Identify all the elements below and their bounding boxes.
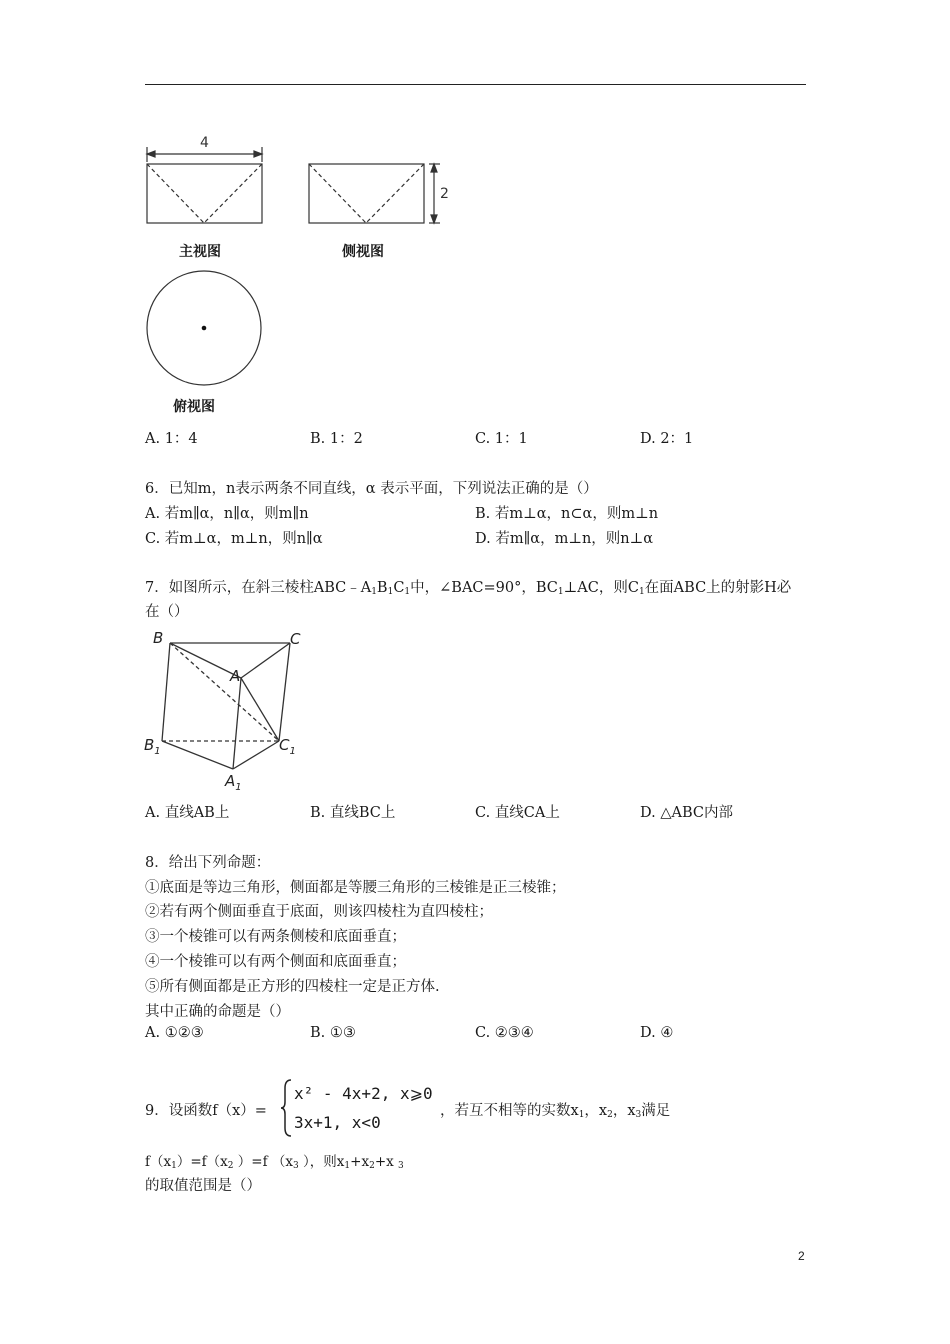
top-view-caption: 俯视图 bbox=[173, 399, 215, 415]
q8-option-d: D. ④ bbox=[640, 1025, 674, 1041]
q8-item-3: ③一个棱锥可以有两条侧棱和底面垂直； bbox=[145, 929, 406, 945]
header-rule bbox=[145, 84, 806, 85]
front-view bbox=[147, 147, 262, 223]
label-c: C bbox=[290, 630, 301, 648]
q7-option-c: C. 直线CA上 bbox=[475, 805, 560, 821]
q9-stem-suffix: ，若互不相等的实数$x_1$，$x_2$，$x_3$满足 bbox=[440, 1103, 671, 1120]
piecewise-case-1: x² - 4x+2, x⩾0 bbox=[294, 1084, 433, 1103]
q8-option-a: A. ①②③ bbox=[145, 1025, 204, 1041]
q5-option-d: D. 2：1 bbox=[640, 431, 694, 447]
q8-question: 其中正确的命题是（） bbox=[145, 1004, 290, 1020]
q8-item-4: ④一个棱锥可以有两个侧面和底面垂直； bbox=[145, 954, 406, 970]
q6-option-b: B. 若m⊥α，n⊂α，则m⊥n bbox=[475, 506, 659, 522]
width-label: 4 bbox=[200, 135, 209, 151]
top-view bbox=[147, 271, 261, 385]
q6-stem: 6．已知m，n表示两条不同直线，α 表示平面，下列说法正确的是（） bbox=[145, 481, 598, 497]
label-b: B bbox=[153, 629, 164, 647]
q5-option-c: C. 1：1 bbox=[475, 431, 528, 447]
q7-stem-line2: 在（） bbox=[145, 604, 189, 620]
q8-option-b: B. ①③ bbox=[310, 1025, 356, 1041]
q6-option-c: C. 若m⊥α，m⊥n，则n∥α bbox=[145, 531, 323, 547]
q9-line3: 的取值范围是（） bbox=[145, 1178, 261, 1194]
label-a1: $A_1$ bbox=[225, 772, 242, 793]
q7-option-b: B. 直线BC上 bbox=[310, 805, 396, 821]
prism-figure bbox=[140, 626, 320, 796]
q8-option-c: C. ②③④ bbox=[475, 1025, 534, 1041]
front-view-caption: 主视图 bbox=[179, 244, 221, 260]
height-label: 2 bbox=[440, 186, 449, 202]
q8-item-2: ②若有两个侧面垂直于底面，则该四棱柱为直四棱柱； bbox=[145, 904, 493, 920]
q9-stem-prefix: 9．设函数f（x）= bbox=[145, 1103, 267, 1119]
piecewise-brace bbox=[281, 1078, 293, 1138]
side-view bbox=[309, 164, 440, 223]
piecewise-case-2: 3x+1, x<0 bbox=[294, 1113, 381, 1132]
q8-item-5: ⑤所有侧面都是正方形的四棱柱一定是正方体. bbox=[145, 979, 440, 995]
q8-item-1: ①底面是等边三角形，侧面都是等腰三角形的三棱锥是正三棱锥； bbox=[145, 880, 566, 896]
q7-stem-line1: 7．如图所示，在斜三棱柱$ABC﹣A_1B_1C_1$中，∠BAC=90°，$BC_1\perp AC$，则$C_1$在面ABC上的射影H必 bbox=[145, 580, 792, 597]
q8-stem: 8．给出下列命题： bbox=[145, 855, 271, 871]
q6-option-d: D. 若m∥α，m⊥n，则n⊥α bbox=[475, 531, 654, 547]
q7-option-a: A. 直线AB上 bbox=[145, 805, 230, 821]
q7-option-d: D. △ABC内部 bbox=[640, 805, 733, 821]
label-c1: $C_1$ bbox=[279, 736, 296, 757]
three-views-figure bbox=[140, 128, 460, 428]
side-view-caption: 侧视图 bbox=[342, 244, 384, 260]
q5-option-b: B. 1：2 bbox=[310, 431, 363, 447]
q9-line2: $f(x_1)=f(x_2$ ）=f （$x_3$ ），则$x_1+x_2+x$ $_3$ bbox=[145, 1154, 404, 1171]
label-a: A bbox=[230, 667, 241, 685]
page-number: 2 bbox=[798, 1249, 805, 1263]
q5-option-a: A. 1：4 bbox=[145, 431, 198, 447]
label-b1: $B_1$ bbox=[144, 736, 161, 757]
q6-option-a: A. 若m∥α，n∥α，则m∥n bbox=[145, 506, 309, 522]
